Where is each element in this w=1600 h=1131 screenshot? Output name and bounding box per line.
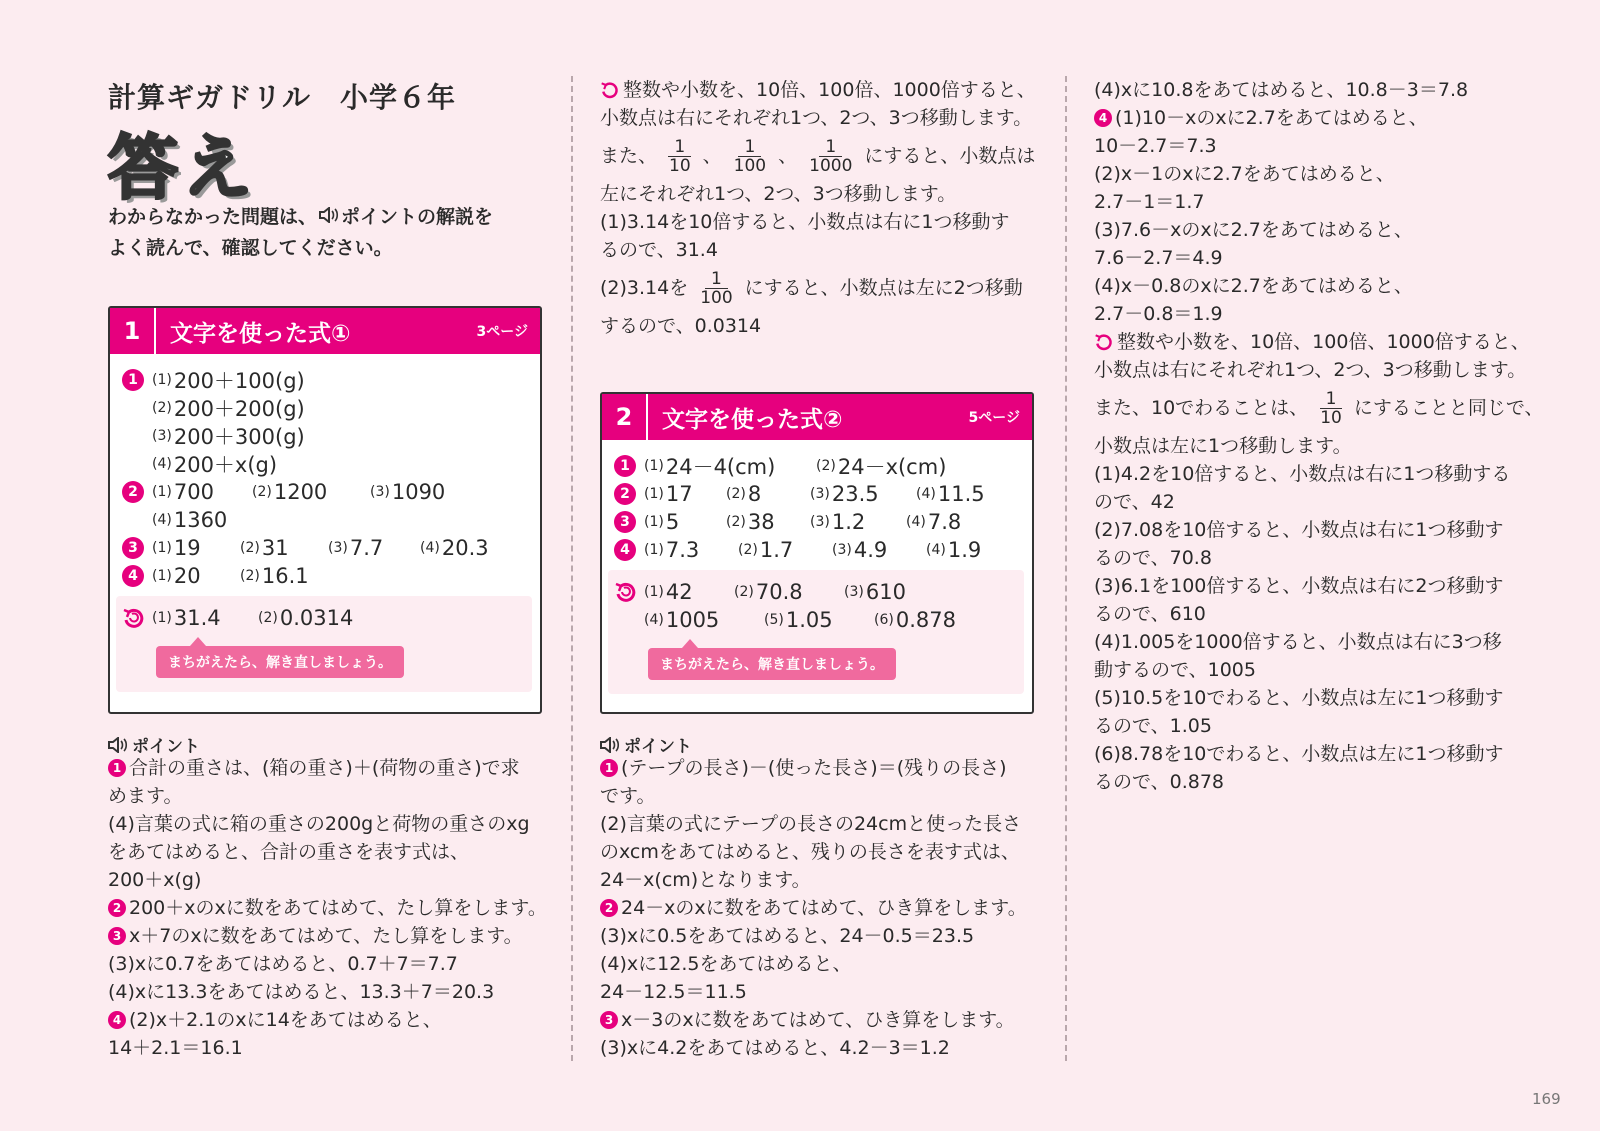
retry-hint-bubble: まちがえたら、解き直しましょう。 (156, 646, 404, 678)
fraction: $\frac{1}{1000}$ (809, 136, 853, 176)
question-mark-4: 4 (614, 539, 636, 561)
answer-box-2 (600, 392, 1034, 714)
box-number: 1 (110, 308, 156, 354)
explanation-line: 24－12.5＝11.5 (600, 981, 747, 1003)
box-body (110, 354, 540, 702)
box-body (602, 440, 1032, 704)
explanation-line: るので、610 (1094, 603, 1206, 625)
explanation-line: (6)8.78を10でわると、小数点は左に1つ移動す (1094, 743, 1504, 765)
question-mark-2: 2 (122, 481, 144, 503)
retry-icon (122, 606, 146, 630)
answer-row: (4) 200＋x(g) (152, 453, 278, 477)
explanation-line: (2)x－1のxに2.7をあてはめると、 (1094, 163, 1395, 185)
point-explanation-1 (108, 754, 547, 1062)
column-separator (571, 76, 573, 1061)
explanation-line: 2 24－xのxに数をあてはめて、ひき算をします。 (600, 894, 1027, 922)
question-mark-2: 2 (614, 483, 636, 505)
box-title: 文字を使った式① (170, 320, 351, 347)
explanation-line: 200＋x(g) (108, 869, 202, 891)
question-mark-3: 3 (122, 537, 144, 559)
explanation-line: (5)10.5を10でわると、小数点は左に1つ移動す (1094, 687, 1504, 709)
explanation-line: (4)xに13.3をあてはめると、13.3＋7＝20.3 (108, 981, 495, 1003)
explanation-line: (3)xに4.2をあてはめると、4.2－3＝1.2 (600, 1037, 950, 1059)
question-mark-4: 4 (122, 565, 144, 587)
answer-row: 4 (1) 7.3 (2) 1.7 (3) 4.9 (4) 1.9 (614, 536, 1024, 564)
box-header (602, 394, 1032, 440)
explanation-line: 4 (2)x＋2.1のxに14をあてはめると、 (108, 1006, 547, 1034)
explanation-line: をあてはめると、合計の重さを表す式は、 (108, 841, 470, 863)
explanation-line: (4)言葉の式に箱の重さの200gと荷物の重さのxg (108, 813, 530, 835)
answer-row: (3) 200＋300(g) (152, 425, 305, 449)
explanation-line: 7.6－2.7＝4.9 (1094, 247, 1223, 269)
explanation-line: (1)4.2を10倍すると、小数点は右に1つ移動する (1094, 463, 1511, 485)
explanation-line: 3 x＋7のxに数をあてはめて、たし算をします。 (108, 922, 547, 950)
explanation-line: です。 (600, 785, 656, 807)
explanation-line: また、10でわることは、 $\frac{1}{10}$ にすることと同じで、 (1094, 388, 1544, 428)
box-page-ref: 5ページ (968, 410, 1020, 426)
explanation-line: (3)xに0.5をあてはめると、24－0.5＝23.5 (600, 925, 975, 947)
answer-row: 1 (1) 200＋100(g) (122, 366, 532, 394)
answer-row: (1) 31.4 (2) 0.0314 (122, 604, 526, 632)
explanation-line: (2)3.14を $\frac{1}{100}$ にすると、小数点は左に2つ移動 (600, 268, 1023, 308)
explanation-line: 10－2.7＝7.3 (1094, 135, 1217, 157)
column-separator (1065, 76, 1067, 1061)
explanation-line: (4)xに10.8をあてはめると、10.8－3＝7.8 (1094, 79, 1469, 101)
explanation-line: 1 合計の重さは、(箱の重さ)＋(荷物の重さ)で求 (108, 754, 547, 782)
explanation-line: るので、31.4 (600, 239, 718, 261)
explanation-line: 動するので、1005 (1094, 659, 1256, 681)
retry-hint-bubble: まちがえたら、解き直しましょう。 (648, 648, 896, 680)
explanation-line: 1 (テープの長さ)－(使った長さ)＝(残りの長さ) (600, 754, 1027, 782)
explanation-line: るので、70.8 (1094, 547, 1212, 569)
retry-section (116, 596, 532, 692)
explanation-line: のxcmをあてはめると、残りの長さを表す式は、 (600, 841, 1020, 863)
explanation-line: (2)言葉の式にテープの長さの24cmと使った長さ (600, 813, 1022, 835)
question-mark-3: 3 (614, 511, 636, 533)
box-number: 2 (602, 394, 648, 440)
answer-row: (4) 1005 (5) 1.05 (6) 0.878 (644, 608, 956, 632)
retry-icon (600, 80, 620, 100)
speaker-icon (600, 737, 620, 753)
fraction: $\frac{1}{100}$ (700, 268, 733, 308)
explanation-line: 4 (1)10－xのxに2.7をあてはめると、 (1094, 104, 1543, 132)
answer-row: 3 (1) 19 (2) 31 (3) 7.7 (4) 20.3 (122, 534, 532, 562)
explanation-line: (3)6.1を100倍すると、小数点は右に2つ移動す (1094, 575, 1504, 597)
column-1 (108, 0, 546, 1070)
book-title: 計算ギガドリル 小学６年 (108, 81, 457, 114)
explanation-line: 小数点は右にそれぞれ1つ、2つ、3つ移動します。 (1094, 359, 1527, 381)
explanation-line: (4)1.005を1000倍すると、小数点は右に3つ移 (1094, 631, 1502, 653)
answer-row: (2) 200＋200(g) (152, 397, 305, 421)
explanation-line: (4)xに12.5をあてはめると、 (600, 953, 852, 975)
explanation-line: 2 200＋xのxに数をあてはめて、たし算をします。 (108, 894, 547, 922)
explanation-line: 2.7－1＝1.7 (1094, 191, 1205, 213)
answer-row: (1) 42 (2) 70.8 (3) 610 (614, 578, 1018, 606)
explanation-line: 整数や小数を、10倍、100倍、1000倍すると、 (1094, 328, 1543, 356)
box-header (110, 308, 540, 354)
explanation-line: 24－x(cm)となります。 (600, 869, 811, 891)
retry-section (608, 570, 1024, 694)
explanation-line: (3)7.6－xのxに2.7をあてはめると、 (1094, 219, 1413, 241)
explanation-line: するので、0.0314 (600, 315, 762, 337)
retry-icon (1094, 332, 1114, 352)
question-mark-1: 1 (614, 455, 636, 477)
column-3 (1094, 0, 1544, 1070)
box-page-ref: 3ページ (476, 324, 528, 340)
explanation-line: 左にそれぞれ1つ、2つ、3つ移動します。 (600, 183, 957, 205)
page-number: 169 (1532, 1090, 1561, 1108)
page-title: 答え (108, 127, 256, 209)
answer-row: 1 (1) 24－4(cm) (2) 24－x(cm) (614, 452, 1024, 480)
box-title: 文字を使った式② (662, 406, 843, 433)
explanation-line: 14＋2.1＝16.1 (108, 1037, 243, 1059)
explanation-line: 整数や小数を、10倍、100倍、1000倍すると、 (600, 76, 1036, 104)
explanation-line: また、 $\frac{1}{10}$ 、 $\frac{1}{100}$ 、 $\frac{1}{1000}$ にすると、小数点は (600, 136, 1036, 176)
explanation-line: るので、0.878 (1094, 771, 1225, 793)
point-heading: ポイント (600, 732, 692, 757)
intro-text: わからなかった問題は、 ポイントの解説を よく読んで、確認してください。 (108, 202, 546, 264)
answer-row: 4 (1) 20 (2) 16.1 (122, 562, 532, 590)
answer-row: 2 (1) 700 (2) 1200 (3) 1090 (122, 478, 532, 506)
explanation-line: 3 x－3のxに数をあてはめて、ひき算をします。 (600, 1006, 1027, 1034)
question-mark-1: 1 (122, 369, 144, 391)
explanation-line: 小数点は左に1つ移動します。 (1094, 435, 1352, 457)
explanation-line: (4)x－0.8のxに2.7をあてはめると、 (1094, 275, 1413, 297)
fraction: $\frac{1}{100}$ (733, 136, 767, 176)
answer-row: 3 (1) 5 (2) 38 (3) 1.2 (4) 7.8 (614, 508, 1024, 536)
point-explanation-continued (1094, 76, 1543, 796)
explanation-line: るので、1.05 (1094, 715, 1212, 737)
explanation-line: 2.7－0.8＝1.9 (1094, 303, 1223, 325)
explanation-line: (1)3.14を10倍すると、小数点は右に1つ移動す (600, 211, 1010, 233)
point-explanation-2 (600, 754, 1027, 1062)
point-heading: ポイント (108, 732, 200, 757)
answer-box-1 (108, 306, 542, 714)
retry-explanation-1 (600, 76, 1036, 340)
explanation-line: (2)7.08を10倍すると、小数点は右に1つ移動す (1094, 519, 1504, 541)
fraction: $\frac{1}{10}$ (1320, 388, 1342, 428)
explanation-line: めます。 (108, 785, 183, 807)
explanation-line: ので、42 (1094, 491, 1175, 513)
answer-row: (4) 1360 (152, 508, 228, 532)
explanation-line: 小数点は右にそれぞれ1つ、2つ、3つ移動します。 (600, 107, 1033, 129)
explanation-line: (3)xに0.7をあてはめると、0.7＋7＝7.7 (108, 953, 458, 975)
speaker-icon (319, 202, 339, 233)
answer-row: 2 (1) 17 (2) 8 (3) 23.5 (4) 11.5 (614, 480, 1024, 508)
column-2 (600, 0, 1040, 1070)
fraction: $\frac{1}{10}$ (669, 136, 691, 176)
speaker-icon (108, 737, 128, 753)
retry-icon (614, 580, 638, 604)
